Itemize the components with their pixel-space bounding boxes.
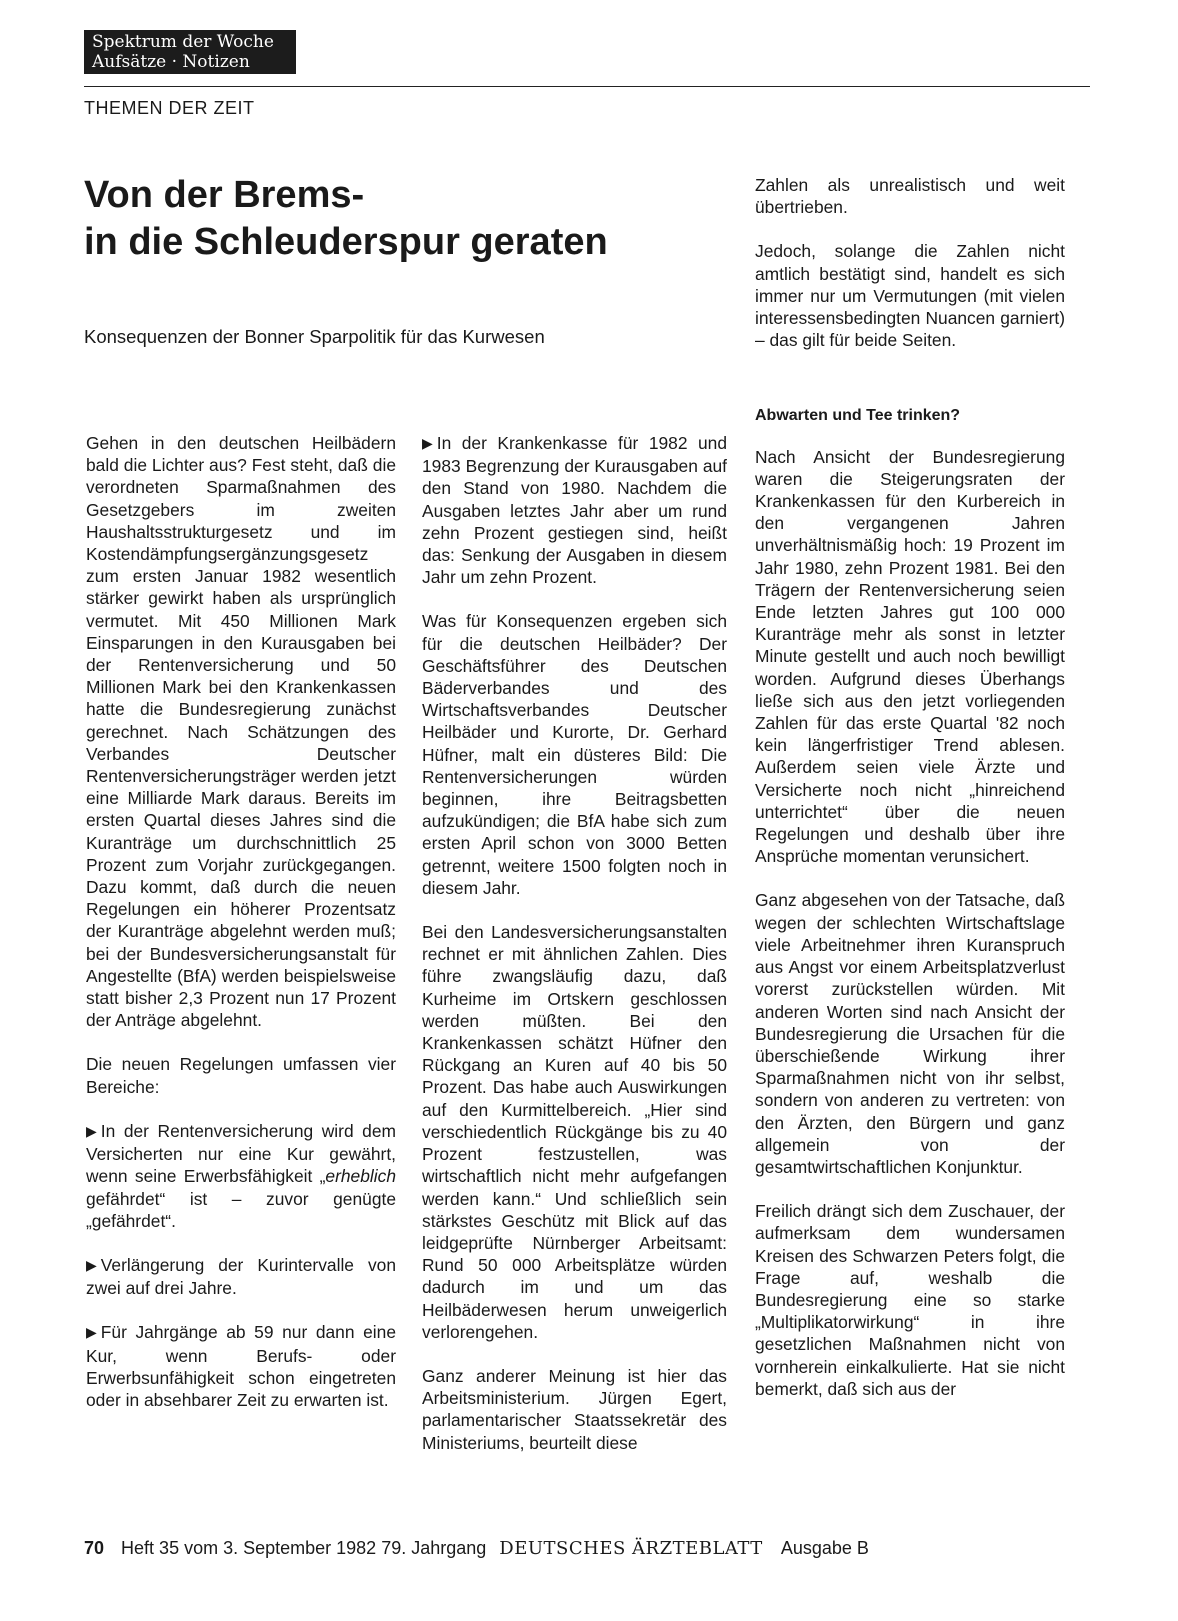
column-2 <box>422 432 727 1476</box>
header-rule <box>84 86 1090 87</box>
paragraph: Ganz anderer Meinung ist hier das Arbeitsministerium. Jürgen Egert, parlamentarischer Staatssekretär des Ministeriums, beurteilt diese <box>422 1365 727 1453</box>
section-tag-line1: Spektrum der Woche <box>92 32 274 52</box>
section-tag-line2: Aufsätze · Notizen <box>92 52 250 72</box>
paragraph: Gehen in den deutschen Heilbädern bald die Lichter aus? Fest steht, daß die verordneten Sparmaßnahmen des Gesetzgebers im zweiten Haushaltsstrukturgesetz und im Kostendämpfungsergänzungsgesetz zum ersten Januar 1982 wesentlich stärker gewirkt haben als ursprünglich vermutet. Mit 450 Millionen Mark Einsparungen in den Kurausgaben bei der Rentenversicherung und 50 Millionen Mark bei den Krankenkassen hatte die Bundesregierung zunächst gerechnet. Nach Schätzungen des Verbandes Deutscher Rentenversicherungsträger werden jetzt eine Milliarde Mark daraus. Bereits im ersten Quartal dieses Jahres sind die Kuranträge um durchschnittlich 25 Prozent zum Vorjahr zurückgegangen. Dazu kommt, daß durch die neuen Regelungen ein höherer Prozentsatz der Kuranträge abgelehnt werden muß; bei der Bundesversicherungsanstalt für Angestellte (BfA) werden beispielsweise statt bisher 2,3 Prozent nun 17 Prozent der Anträge abgelehnt. <box>86 433 396 1031</box>
bullet-text-pre: In der Rentenversicherung wird dem Versicherten nur eine Kur gewährt, wenn seine Erwerbsfähigkeit „ <box>86 1120 396 1187</box>
bullet-item <box>86 1254 396 1299</box>
subheading: Abwarten und Tee trinken? <box>755 407 961 425</box>
triangle-right-icon: ▶ <box>86 1122 97 1139</box>
column-3 <box>755 174 1065 1422</box>
bullet-item <box>422 432 727 588</box>
triangle-right-icon: ▶ <box>422 435 433 451</box>
magazine-name: DEUTSCHES ÄRZTEBLATT <box>499 1538 763 1559</box>
bullet-item <box>86 1120 396 1232</box>
section-tag <box>84 30 296 74</box>
paragraph: Jedoch, solange die Zahlen nicht amtlich bestätigt sind, handelt es sich immer nur um Vermutungen (mit vielen interessensbedingten Nuancen garniert) – das gilt für beide Seiten. <box>755 241 1065 351</box>
paragraph: Freilich drängt sich dem Zuschauer, der aufmerksam dem wundersamen Kreisen des Schwarzen Peters folgt, die Frage auf, weshalb die Bundesregierung eine so starke „Multiplikatorwirkung“ in ihre gesetzlichen Maßnahmen nicht von vornherein einkalkulierte. Hat sie nicht bemerkt, daß sich aus der <box>755 1201 1065 1399</box>
section-label: THEMEN DER ZEIT <box>84 98 255 118</box>
page-number: 70 <box>84 1538 105 1558</box>
bullet-item <box>86 1321 396 1411</box>
bullet-text-emphasis: erheblich <box>325 1166 396 1187</box>
column-1 <box>86 432 396 1433</box>
bullet-text-post: gefährdet“ ist – zuvor genügte „gefährdet“. <box>86 1188 396 1231</box>
paragraph: Nach Ansicht der Bundesregierung waren die Steigerungsraten der Krankenkassen für den Kurbereich in den vergangenen Jahren unverhältnismäßig hoch: 19 Prozent im Jahr 1980, zehn Prozent 1981. Bei den Trägern der Rentenversicherung seien Ende letzten Jahres gut 100 000 Kuranträge mehr als sonst in letzter Minute gestellt und auch noch bewilligt worden. Aufgrund dieses Überhangs ließe sich aus den jetzt vorliegenden Zahlen für das erste Quartal '82 noch kein längerfristiger Trend ablesen. Außerdem seien viele Ärzte und Versicherte noch nicht „hinreichend unterrichtet“ über die neuen Regelungen und deshalb über ihre Ansprüche momentan verunsichert. <box>755 446 1065 867</box>
bullet-text: In der Krankenkasse für 1982 und 1983 Begrenzung der Kurausgaben auf den Stand von 1980. Nachdem die Ausgaben letztes Jahr aber um rund zehn Prozent gestiegen sind, heißt das: Senkung der Ausgaben in diesem Jahr um zehn Prozent. <box>422 433 727 588</box>
triangle-right-icon: ▶ <box>86 1256 97 1273</box>
page-footer <box>84 1538 869 1559</box>
bullet-text: Für Jahrgänge ab 59 nur dann eine Kur, wenn Berufs- oder Erwerbsunfähigkeit schon eingetreten oder in absehbarer Zeit zu erwarten ist. <box>86 1322 396 1410</box>
paragraph: Was für Konsequenzen ergeben sich für die deutschen Heilbäder? Der Geschäftsführer des Deutschen Bäderverbandes und des Wirtschaftsverbandes Deutscher Heilbäder und Kurorte, Dr. Gerhard Hüfner, malt ein düsteres Bild: Die Rentenversicherungen würden beginnen, ihre Beitragsbetten aufzukündigen; die BfA habe sich zum ersten April schon von 3000 Betten getrennt, weitere 1500 folgten noch in diesem Jahr. <box>422 611 727 898</box>
article-subtitle: Konsequenzen der Bonner Sparpolitik für das Kurwesen <box>84 326 545 347</box>
title-line1: Von der Brems- <box>84 174 365 216</box>
paragraph: Bei den Landesversicherungsanstalten rechnet er mit ähnlichen Zahlen. Dies führe zwangsläufig dazu, daß Kurheime im Ortskern geschlossen werden müßten. Bei den Krankenkassen schätzt Hüfner den Rückgang an Kuren auf 40 bis 50 Prozent. Das habe auch Auswirkungen auf den Kurmittelbereich. „Hier sind verschiedentlich Rückgänge bis zu 40 Prozent festzustellen, was wirtschaftlich nicht mehr aufgefangen werden kann.“ Und schließlich sein stärkstes Geschütz mit Blick auf das leidgeprüfte Nürnberger Arbeitsamt: Rund 50 000 Arbeitsplätze würden dadurch im und um das Heilbäderwesen herum unweigerlich verlorengehen. <box>422 922 727 1342</box>
paragraph: Die neuen Regelungen umfassen vier Bereiche: <box>86 1054 396 1097</box>
title-line2: in die Schleuderspur geraten <box>84 221 608 263</box>
spacer <box>755 373 1065 405</box>
paragraph: Zahlen als unrealistisch und weit übertrieben. <box>755 175 1065 218</box>
triangle-right-icon: ▶ <box>86 1324 97 1341</box>
issue-info: Heft 35 vom 3. September 1982 79. Jahrgang <box>121 1538 487 1558</box>
article-title <box>84 172 724 266</box>
paragraph: Ganz abgesehen von der Tatsache, daß wegen der schlechten Wirtschaftslage viele Arbeitnehmer ihren Kuranspruch aus Angst vor einem Arbeitsplatzverlust vorerst zurückstellen würden. Mit anderen Worten sind nach Ansicht der Bundesregierung die Ursachen für die überschießende Wirkung ihrer Sparmaßnahmen nicht von ihr selbst, sondern von anderen zu vertreten: von den Ärzten, den Bürgern und ganz allgemein von der gesamtwirtschaftlichen Konjunktur. <box>755 890 1065 1177</box>
bullet-text: Verlängerung der Kurintervalle von zwei auf drei Jahre. <box>86 1254 396 1299</box>
edition: Ausgabe B <box>780 1538 869 1558</box>
